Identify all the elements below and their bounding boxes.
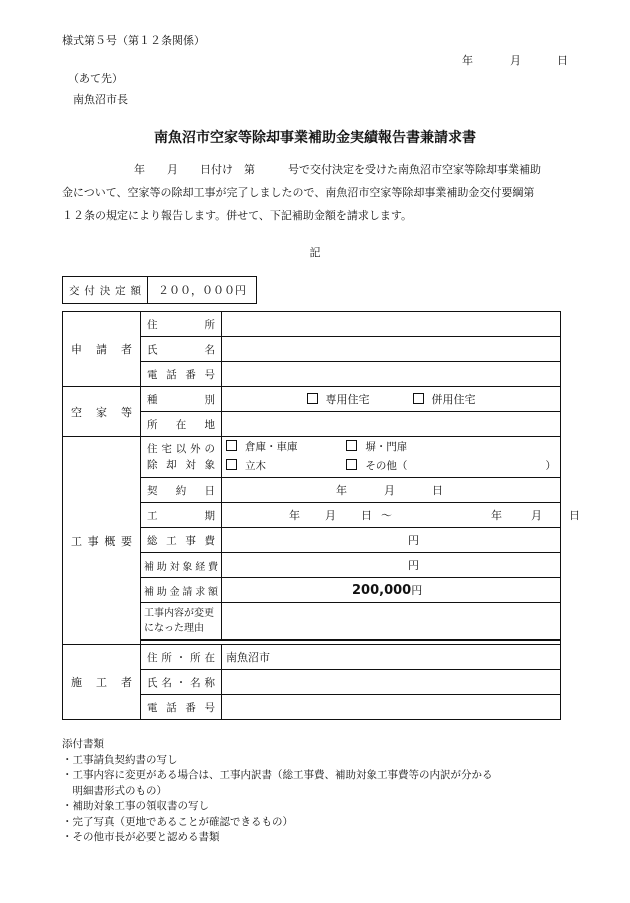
form-number: 様式第５号（第１２条関係） (62, 34, 205, 47)
report-table (62, 311, 580, 720)
applicant-group: 申請者 (63, 312, 141, 387)
body-paragraph (62, 158, 567, 227)
checkbox-trees[interactable] (226, 459, 237, 470)
demolition-label (141, 437, 222, 478)
claim-amount: 200,000 (352, 583, 412, 598)
type-field (222, 387, 561, 412)
period-label: 工期 (141, 503, 222, 528)
contractor-address-value: 南魚沼市 (226, 651, 270, 664)
demolition-options (222, 437, 561, 478)
change-reason-field[interactable] (222, 603, 561, 641)
contractor-address-field[interactable] (222, 645, 561, 670)
total-cost-label: 総工事費 (141, 528, 222, 553)
opt-trees: 立木 (245, 460, 266, 472)
attachment-item: ・補助対象工事の領収書の写し (62, 800, 209, 812)
date-year: 年 (462, 54, 473, 67)
contractor-name-label: 氏名・名称 (141, 670, 222, 695)
grant-decision-label: 交付決定額 (63, 277, 148, 304)
demolition-label-2: 除却対象 (147, 459, 215, 471)
ki-mark: 記 (309, 246, 321, 259)
subsidy-cost-field[interactable]: 円 (222, 553, 561, 578)
contractor-phone-field[interactable] (222, 695, 561, 720)
grant-decision-amount: ２００，０００円 (148, 277, 257, 304)
opt-other-close: ） (545, 460, 556, 472)
checkbox-storehouse[interactable] (226, 440, 237, 451)
contract-date-label: 契約日 (141, 478, 222, 503)
claim-label: 補助金請求額 (141, 578, 222, 603)
opt-fence: 塀・門扉 (365, 441, 408, 453)
subsidy-cost-label: 補助対象経費 (141, 553, 222, 578)
change-reason-label: 工事内容が変更 になった理由 (141, 603, 222, 641)
attachment-item: ・完了写真（更地であることが確認できるもの） (62, 815, 293, 828)
total-cost-field[interactable]: 円 (222, 528, 561, 553)
demolition-label-1: 住宅以外の (147, 443, 215, 455)
applicant-name-field[interactable] (222, 337, 561, 362)
checkbox-combined[interactable] (413, 393, 424, 404)
applicant-phone-label: 電話番号 (141, 362, 222, 387)
checkbox-other[interactable] (346, 459, 357, 470)
location-field[interactable] (222, 412, 561, 437)
grant-decision-box (62, 276, 257, 304)
applicant-address-field[interactable] (222, 312, 561, 337)
claim-field (222, 578, 561, 603)
body-line-2: 金について、空家等の除却工事が完了しましたので、南魚沼市空家等除却事業補助金交付要綱第 (62, 186, 535, 199)
period-field[interactable]: 年 月 日 ～ 年 月 日 (222, 503, 561, 528)
body-line-3: １２条の規定により報告します。併せて、下記補助金額を請求します。 (62, 209, 413, 222)
checkbox-dedicated[interactable] (307, 393, 318, 404)
contractor-group: 施工者 (63, 645, 141, 720)
opt-storehouse: 倉庫・車庫 (245, 441, 298, 453)
addressee-label: （あて先） (68, 72, 123, 85)
attachments (62, 737, 493, 846)
contractor-address-label: 住所・所在 (141, 645, 222, 670)
work-group: 工事概要 (63, 437, 141, 645)
claim-unit: 円 (411, 584, 423, 597)
document-title: 南魚沼市空家等除却事業補助金実績報告書兼請求書 (154, 130, 476, 146)
addressee: 南魚沼市長 (73, 93, 128, 106)
attachment-item: ・その他市長が必要と認める書類 (62, 831, 220, 843)
date-day: 日 (557, 54, 568, 67)
contract-date-field[interactable]: 年 月 日 (222, 478, 561, 503)
vacant-house-group: 空家等 (63, 387, 141, 437)
date-month: 月 (510, 54, 521, 67)
body-line-1: 年 月 日付け 第 号で交付決定を受けた南魚沼市空家等除却事業補助 (134, 163, 541, 176)
location-label: 所在地 (141, 412, 222, 437)
attachment-item: ・工事内容に変更がある場合は、工事内訳書（総工事費、補助対象工事費等の内訳が分かる (62, 769, 493, 781)
attachment-item: ・工事請負契約書の写し (62, 753, 178, 766)
type-opt-dedicated: 専用住宅 (325, 393, 370, 406)
checkbox-fence[interactable] (346, 440, 357, 451)
applicant-name-label: 氏名 (141, 337, 222, 362)
type-label: 種別 (141, 387, 222, 412)
type-opt-combined: 併用住宅 (431, 393, 476, 406)
opt-other: その他（ (365, 460, 408, 472)
applicant-address-label: 住所 (141, 312, 222, 337)
contractor-name-field[interactable] (222, 670, 561, 695)
applicant-phone-field[interactable] (222, 362, 561, 387)
contractor-phone-label: 電話番号 (141, 695, 222, 720)
attachment-item: 明細書形式のもの） (62, 784, 167, 797)
attachments-heading: 添付書類 (62, 738, 104, 750)
